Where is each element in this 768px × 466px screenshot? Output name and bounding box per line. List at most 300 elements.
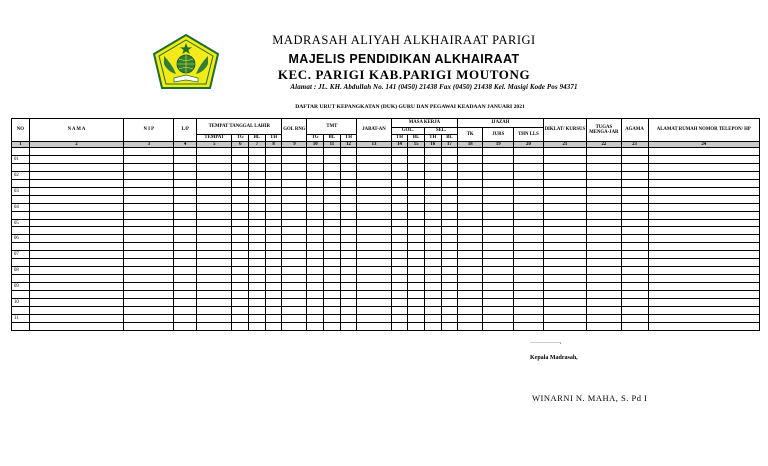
table-cell (543, 156, 587, 164)
table-cell (124, 148, 174, 156)
table-cell (232, 227, 249, 235)
col-ttl: TEMPAT TANGGAL LAHIR (197, 119, 282, 135)
table-cell (174, 298, 197, 306)
table-cell (249, 259, 266, 267)
table-cell (249, 195, 266, 203)
col-lp: L/P (174, 119, 197, 142)
table-cell (621, 306, 648, 314)
table-cell (265, 219, 282, 227)
table-cell (357, 251, 391, 259)
table-cell (265, 156, 282, 164)
table-row (12, 156, 760, 164)
table-cell (174, 227, 197, 235)
table-cell (424, 322, 441, 330)
table-cell (232, 314, 249, 322)
col-ttl-tg: TG (232, 135, 249, 141)
table-cell (124, 322, 174, 330)
table-cell (621, 227, 648, 235)
table-cell (391, 156, 408, 164)
table-cell (232, 290, 249, 298)
table-row (12, 179, 760, 187)
table-cell (391, 267, 408, 275)
table-cell (249, 275, 266, 283)
table-cell (340, 275, 357, 283)
row-number (12, 290, 30, 298)
table-cell (587, 211, 621, 219)
table-cell (483, 148, 514, 156)
row-number: 05 (12, 219, 30, 227)
table-cell (441, 187, 458, 195)
table-cell (324, 235, 341, 243)
column-number: 10 (307, 141, 324, 148)
table-cell (249, 235, 266, 243)
table-cell (458, 306, 483, 314)
table-cell (324, 314, 341, 322)
table-cell (197, 179, 232, 187)
table-cell (587, 235, 621, 243)
table-cell (232, 251, 249, 259)
table-cell (340, 179, 357, 187)
table-cell (340, 314, 357, 322)
table-cell (621, 298, 648, 306)
table-cell (621, 322, 648, 330)
table-cell (458, 203, 483, 211)
table-cell (483, 298, 514, 306)
table-cell (357, 187, 391, 195)
table-cell (357, 275, 391, 283)
table-cell (29, 187, 124, 195)
table-cell (124, 171, 174, 179)
table-cell (648, 187, 759, 195)
table-cell (340, 243, 357, 251)
table-cell (543, 235, 587, 243)
table-cell (483, 267, 514, 275)
table-cell (197, 148, 232, 156)
table-cell (124, 306, 174, 314)
table-cell (29, 259, 124, 267)
table-cell (621, 275, 648, 283)
table-cell (514, 235, 543, 243)
table-cell (29, 156, 124, 164)
table-cell (174, 195, 197, 203)
table-cell (249, 148, 266, 156)
table-cell (543, 283, 587, 291)
column-number: 17 (441, 141, 458, 148)
table-cell (424, 148, 441, 156)
table-cell (265, 259, 282, 267)
table-row (12, 163, 760, 171)
column-number: 20 (514, 141, 543, 148)
table-cell (174, 148, 197, 156)
table-cell (249, 156, 266, 164)
row-number (12, 195, 30, 203)
table-cell (232, 148, 249, 156)
table-cell (265, 267, 282, 275)
table-cell (282, 203, 307, 211)
table-cell (174, 275, 197, 283)
column-number: 5 (197, 141, 232, 148)
table-cell (391, 283, 408, 291)
table-cell (340, 322, 357, 330)
table-cell (587, 171, 621, 179)
row-number (12, 306, 30, 314)
table-cell (249, 187, 266, 195)
table-cell (543, 306, 587, 314)
table-cell (458, 283, 483, 291)
table-cell (340, 187, 357, 195)
table-cell (357, 219, 391, 227)
table-cell (357, 243, 391, 251)
table-cell (424, 290, 441, 298)
col-nip: N I P (124, 119, 174, 142)
col-masa-sel-th: TH (424, 135, 441, 141)
table-cell (391, 195, 408, 203)
table-cell (174, 259, 197, 267)
table-cell (340, 171, 357, 179)
table-cell (587, 275, 621, 283)
column-number: 16 (424, 141, 441, 148)
table-cell (324, 163, 341, 171)
table-cell (307, 187, 324, 195)
table-cell (324, 148, 341, 156)
table-cell (340, 259, 357, 267)
table-cell (621, 163, 648, 171)
table-cell (483, 243, 514, 251)
table-cell (174, 219, 197, 227)
table-cell (458, 259, 483, 267)
table-cell (483, 259, 514, 267)
table-cell (458, 235, 483, 243)
table-cell (458, 267, 483, 275)
table-cell (197, 219, 232, 227)
table-cell (340, 290, 357, 298)
table-cell (357, 235, 391, 243)
table-cell (232, 156, 249, 164)
table-cell (458, 195, 483, 203)
table-cell (197, 163, 232, 171)
table-cell (324, 211, 341, 219)
table-cell (265, 227, 282, 235)
row-number: 11 (12, 314, 30, 322)
document-title: DAFTAR URUT KEPANGKATAN (DUK) GURU DAN PEGAWAI KEADAAN JANUARI 2021 (295, 104, 525, 110)
table-cell (391, 306, 408, 314)
table-cell (543, 259, 587, 267)
table-cell (340, 148, 357, 156)
row-number: 09 (12, 283, 30, 291)
table-cell (543, 195, 587, 203)
table-cell (587, 195, 621, 203)
row-number: 10 (12, 298, 30, 306)
row-number (12, 179, 30, 187)
table-cell (424, 243, 441, 251)
table-cell (514, 156, 543, 164)
col-masa-gol-th: TH (391, 135, 408, 141)
table-cell (249, 306, 266, 314)
table-cell (249, 211, 266, 219)
table-cell (324, 227, 341, 235)
table-cell (282, 148, 307, 156)
table-cell (458, 171, 483, 179)
table-cell (514, 211, 543, 219)
table-cell (265, 298, 282, 306)
table-cell (232, 283, 249, 291)
table-cell (174, 211, 197, 219)
table-cell (307, 148, 324, 156)
table-cell (29, 267, 124, 275)
table-cell (458, 163, 483, 171)
table-cell (441, 314, 458, 322)
row-number: 02 (12, 171, 30, 179)
table-row (12, 235, 760, 243)
table-cell (124, 179, 174, 187)
table-cell (441, 306, 458, 314)
table-cell (282, 227, 307, 235)
column-number: 19 (483, 141, 514, 148)
table-cell (391, 219, 408, 227)
table-cell (174, 314, 197, 322)
table-cell (483, 187, 514, 195)
table-cell (357, 267, 391, 275)
row-number (12, 259, 30, 267)
table-cell (514, 227, 543, 235)
table-cell (543, 203, 587, 211)
table-cell (514, 251, 543, 259)
table-cell (197, 235, 232, 243)
table-cell (282, 298, 307, 306)
table-cell (648, 156, 759, 164)
table-cell (424, 275, 441, 283)
table-cell (307, 156, 324, 164)
table-cell (391, 203, 408, 211)
table-cell (514, 187, 543, 195)
table-cell (587, 259, 621, 267)
table-cell (174, 235, 197, 243)
table-cell (587, 187, 621, 195)
table-cell (124, 211, 174, 219)
table-cell (340, 267, 357, 275)
table-cell (543, 290, 587, 298)
table-cell (483, 203, 514, 211)
table-cell (307, 235, 324, 243)
table-cell (621, 179, 648, 187)
signature-title: Kepala Madrasah, (530, 355, 578, 361)
table-cell (543, 298, 587, 306)
table-cell (124, 275, 174, 283)
table-cell (357, 298, 391, 306)
table-cell (648, 267, 759, 275)
table-cell (424, 298, 441, 306)
table-cell (174, 322, 197, 330)
table-cell (621, 243, 648, 251)
table-cell (458, 314, 483, 322)
table-cell (324, 179, 341, 187)
table-cell (543, 267, 587, 275)
table-cell (483, 156, 514, 164)
table-cell (441, 243, 458, 251)
table-cell (587, 219, 621, 227)
col-masa-kerja: MASA KERJA (391, 119, 458, 128)
table-cell (249, 203, 266, 211)
table-cell (391, 163, 408, 171)
table-cell (324, 322, 341, 330)
table-cell (197, 171, 232, 179)
table-cell (483, 227, 514, 235)
table-cell (232, 163, 249, 171)
table-cell (483, 322, 514, 330)
table-cell (174, 290, 197, 298)
table-cell (408, 314, 425, 322)
table-cell (197, 267, 232, 275)
table-cell (324, 259, 341, 267)
table-cell (265, 187, 282, 195)
table-cell (391, 298, 408, 306)
row-number (12, 163, 30, 171)
table-cell (282, 195, 307, 203)
col-ijazah-jurs: JURS (483, 127, 514, 141)
table-cell (197, 298, 232, 306)
table-row (12, 298, 760, 306)
table-cell (391, 259, 408, 267)
table-cell (282, 211, 307, 219)
table-cell (458, 179, 483, 187)
header-council-name: MAJELIS PENDIDIKAN ALKHAIRAAT (288, 52, 520, 66)
table-cell (174, 267, 197, 275)
table-cell (232, 195, 249, 203)
table-cell (424, 203, 441, 211)
table-cell (124, 267, 174, 275)
row-number: 07 (12, 251, 30, 259)
table-cell (621, 259, 648, 267)
table-row (12, 219, 760, 227)
table-cell (29, 251, 124, 259)
table-cell (307, 290, 324, 298)
table-cell (458, 219, 483, 227)
signature-place-date: ……………, (530, 339, 562, 345)
table-cell (174, 283, 197, 291)
table-cell (441, 283, 458, 291)
table-cell (124, 283, 174, 291)
table-cell (424, 283, 441, 291)
table-cell (357, 156, 391, 164)
table-cell (483, 314, 514, 322)
table-cell (357, 290, 391, 298)
table-cell (124, 259, 174, 267)
table-cell (648, 235, 759, 243)
table-cell (391, 211, 408, 219)
table-cell (232, 243, 249, 251)
column-number: 22 (587, 141, 621, 148)
table-cell (124, 187, 174, 195)
column-number: 11 (324, 141, 341, 148)
col-alamat: ALAMAT RUMAH NOMOR TELEPON/ HP (648, 119, 759, 142)
table-cell (324, 298, 341, 306)
row-number: 04 (12, 203, 30, 211)
table-cell (307, 251, 324, 259)
table-cell (324, 290, 341, 298)
table-cell (391, 275, 408, 283)
table-cell (124, 195, 174, 203)
col-ttl-th: TH (265, 135, 282, 141)
table-cell (648, 203, 759, 211)
table-cell (282, 267, 307, 275)
table-cell (282, 251, 307, 259)
table-cell (232, 298, 249, 306)
table-cell (587, 227, 621, 235)
column-number: 7 (249, 141, 266, 148)
table-cell (587, 163, 621, 171)
table-cell (340, 283, 357, 291)
table-cell (265, 179, 282, 187)
table-cell (458, 156, 483, 164)
table-cell (124, 227, 174, 235)
table-cell (408, 227, 425, 235)
row-number: 03 (12, 187, 30, 195)
row-number (12, 227, 30, 235)
table-cell (408, 275, 425, 283)
table-cell (424, 306, 441, 314)
table-cell (197, 251, 232, 259)
table-cell (648, 314, 759, 322)
table-cell (408, 290, 425, 298)
table-cell (621, 187, 648, 195)
col-tugas: TUGAS MENGA-JAR (587, 119, 621, 142)
table-cell (408, 251, 425, 259)
row-number (12, 322, 30, 330)
table-cell (587, 314, 621, 322)
table-cell (408, 156, 425, 164)
table-cell (307, 306, 324, 314)
table-cell (324, 275, 341, 283)
table-cell (648, 163, 759, 171)
table-cell (307, 219, 324, 227)
table-cell (621, 290, 648, 298)
col-masa-gol-bl: BL (408, 135, 425, 141)
table-cell (408, 203, 425, 211)
table-cell (197, 187, 232, 195)
table-cell (514, 179, 543, 187)
table-cell (307, 243, 324, 251)
table-cell (424, 267, 441, 275)
table-cell (424, 187, 441, 195)
table-cell (408, 171, 425, 179)
table-cell (621, 195, 648, 203)
table-cell (307, 163, 324, 171)
table-cell (483, 211, 514, 219)
table-cell (174, 179, 197, 187)
table-cell (249, 290, 266, 298)
table-cell (232, 179, 249, 187)
table-cell (124, 243, 174, 251)
table-cell (197, 314, 232, 322)
table-cell (340, 211, 357, 219)
table-cell (391, 187, 408, 195)
table-cell (458, 290, 483, 298)
table-cell (29, 243, 124, 251)
table-cell (265, 203, 282, 211)
table-cell (307, 314, 324, 322)
table-cell (408, 267, 425, 275)
table-row (12, 259, 760, 267)
table-cell (441, 267, 458, 275)
table-cell (648, 171, 759, 179)
table-cell (408, 195, 425, 203)
table-cell (514, 306, 543, 314)
table-cell (621, 211, 648, 219)
table-cell (648, 148, 759, 156)
table-cell (391, 227, 408, 235)
table-row (12, 275, 760, 283)
table-cell (648, 243, 759, 251)
